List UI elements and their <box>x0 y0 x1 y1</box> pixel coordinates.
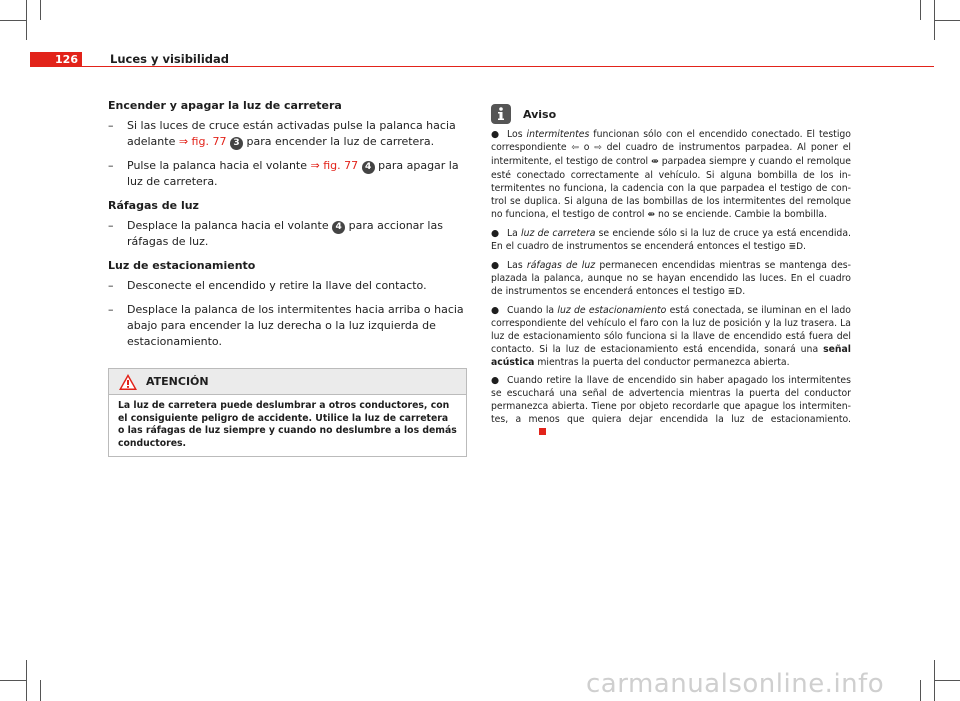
dash: – <box>108 159 114 172</box>
note-paragraph <box>491 128 851 222</box>
crop-mark <box>40 680 41 701</box>
list-item <box>108 218 465 250</box>
item-text: Desplace la palanca hacia el volante <box>127 219 333 232</box>
note-text: está conectada, se iluminan en el lado correspondiente del vehículo el faro con la luz de posición y la luz trasera. La luz de estacionamiento sólo funciona si la llave de encendido está fuera del contacto. Si la luz de estacionamiento está encendida, sonará una <box>491 305 851 355</box>
figure-link[interactable]: ⇒ fig. 77 <box>310 159 359 172</box>
left-column <box>108 98 465 457</box>
item-text: Desconecte el encendido y retire la llave del contacto. <box>127 279 427 292</box>
bullet: ● <box>491 375 500 386</box>
note-text: funcionan sólo con el encendido conectado. El testigo correspondiente <box>491 129 851 153</box>
list-item <box>108 278 465 294</box>
note-text: Las <box>507 260 527 271</box>
note-paragraph <box>491 304 851 369</box>
note-text: del cuadro de instrumentos parpadea. Al poner el intermitente, el testigo de control <box>491 142 851 167</box>
crop-mark <box>920 680 921 701</box>
item-text: para accionar las ráfagas de luz. <box>127 219 443 248</box>
page-header <box>30 52 934 67</box>
trailer-indicator-icon: ⇼ <box>651 157 659 167</box>
list-item <box>108 118 465 150</box>
turn-right-icon: ⇨ <box>594 143 602 153</box>
bullet: ● <box>491 129 500 140</box>
item-text: Desplace la palanca de los intermitentes hacia arriba o hacia abajo para encender la luz derecha o la luz izquierda de estacionamiento. <box>127 303 464 348</box>
note-title: Aviso <box>523 107 557 121</box>
bullet: ● <box>491 305 500 316</box>
note-italic: luz de carretera <box>521 228 596 239</box>
note-text: se enciende sólo si la luz de cruce ya está encendida. En el cuadro de instrumentos se encenderá entonces el testigo <box>491 228 851 252</box>
dash: – <box>108 279 114 292</box>
subheading-flash: Ráfagas de luz <box>108 199 199 212</box>
crop-mark <box>26 0 27 40</box>
page-number: 126 <box>30 52 82 67</box>
note-text: o <box>578 142 595 153</box>
callout-number: 4 <box>362 161 375 174</box>
list-item <box>108 158 465 190</box>
high-beam-icon: ≣D <box>788 242 804 252</box>
dash: – <box>108 303 114 316</box>
note-text: Los <box>507 129 527 140</box>
note-text: Cuando retire la llave de encendido sin haber apagado los intermitentes se escuchará una señal de advertencia mientras la puerta del conductor permanezca abierta. Tiene por objeto recordarle que apague los intermitentes, a menos que quiera dejar encendida la luz de estacionamiento. <box>491 375 851 425</box>
subheading-high-beam: Encender y apagar la luz de carretera <box>108 99 342 112</box>
warning-text: La luz de carretera puede deslumbrar a otros conductores, con el consiguiente peligro de accidente. Utilice la luz de carretera o las ráfagas de luz siempre y cuando no deslumbre a los demás conductores. <box>118 400 457 449</box>
note-text: . <box>803 241 807 252</box>
note-italic: ráfagas de luz <box>526 260 596 271</box>
bullet: ● <box>491 228 500 239</box>
note-text: . <box>742 286 746 297</box>
note-text: no se enciende. Cambie la bombilla. <box>655 209 828 220</box>
item-text: para encender la luz de carretera. <box>242 135 435 148</box>
item-text: Pulse la palanca hacia el volante <box>127 159 311 172</box>
warning-box <box>108 368 467 457</box>
callout-number: 4 <box>332 221 345 234</box>
subheading-parking-light: Luz de estacionamiento <box>108 259 256 272</box>
note-italic: intermitentes <box>526 129 590 140</box>
note-text: La <box>507 228 522 239</box>
crop-mark <box>26 660 27 701</box>
note-text: parpadea siempre y cuando el remolque esté conectado correctamente al vehículo. Si alguna bombilla de los intermitentes no funciona, la cadencia con la que parpadea el testigo de control se duplica. Si alguna de las bombillas de los intermitentes del remolque no funciona, el testigo de control <box>491 156 851 220</box>
crop-mark <box>920 0 921 20</box>
end-of-section-marker <box>539 428 546 435</box>
callout-number: 3 <box>230 137 243 150</box>
note-paragraph <box>491 259 851 299</box>
warning-title: ATENCIÓN <box>146 374 209 388</box>
note-paragraph <box>491 374 851 439</box>
note-text: mientras la puerta del conductor permanezca abierta. <box>534 357 790 368</box>
figure-link[interactable]: ⇒ fig. 77 <box>178 135 227 148</box>
crop-mark <box>934 680 960 681</box>
info-icon <box>491 104 511 124</box>
high-beam-icon: ≣D <box>727 287 743 297</box>
right-column <box>491 104 851 444</box>
note-paragraph <box>491 227 851 254</box>
warning-triangle-icon <box>118 373 138 391</box>
dash: – <box>108 219 114 232</box>
warning-header <box>109 369 466 395</box>
note-bold: señal acústica <box>491 344 851 368</box>
note-header <box>491 104 851 124</box>
dash: – <box>108 119 114 132</box>
note-text: permanecen encendidas mientras se mantenga desplazada la palanca, aunque no se hayan encendido las luces. En el cuadro de instrumentos se encenderá entonces el testigo <box>491 260 851 297</box>
note-italic: luz de estacionamiento <box>557 305 667 316</box>
header-rule <box>30 66 934 67</box>
crop-mark <box>0 680 26 681</box>
item-text: Si las luces de cruce están activadas pulse la palanca hacia adelante <box>127 119 456 148</box>
trailer-indicator-icon: ⇼ <box>647 210 656 220</box>
section-title: Luces y visibilidad <box>110 52 229 66</box>
note-text: Cuando la <box>507 305 558 316</box>
crop-mark <box>934 20 960 21</box>
bullet: ● <box>491 260 500 271</box>
list-item <box>108 302 465 350</box>
item-text: para apagar la luz de carretera. <box>127 159 459 188</box>
watermark: carmanualsonline.info <box>586 669 885 699</box>
crop-mark <box>0 20 26 21</box>
crop-mark <box>40 0 41 20</box>
turn-left-icon: ⇦ <box>571 143 579 153</box>
